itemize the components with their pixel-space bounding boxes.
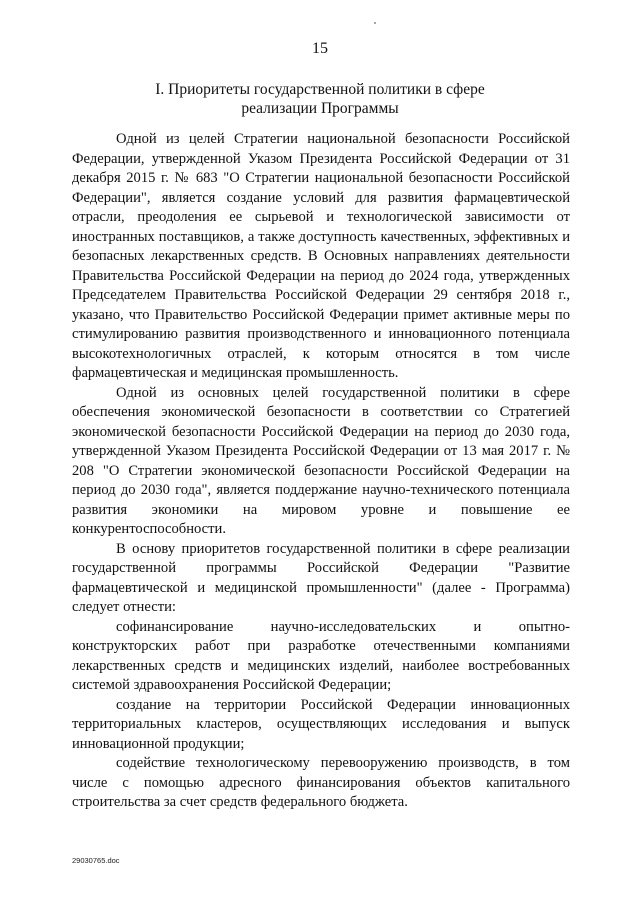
page-number: 15 — [312, 40, 328, 57]
section-heading-line-2: реализации Программы — [241, 100, 399, 117]
section-heading — [90, 80, 550, 118]
paragraph: содействие технологическому перевооружению производств, в том числе с помощью адресного финансирования объектов капитального строительства за счет средств федерального бюджета. — [72, 755, 570, 810]
paragraph: Одной из основных целей государственной политики в сфере обеспечения экономической безопасности в соответствии со Стратегией экономической безопасности Российской Федерации на период до 2030 года, утвержденной Указом Президента Российской Федерации от 13 мая 2017 г. № 208 "О Стратегии экономической безопасности Российской Федерации на период до 2030 года", является поддержание научно-технического потенциала развития экономики на мировом уровне и повышение ее конкурентоспособности. — [72, 384, 570, 537]
paragraph: В основу приоритетов государственной политики в сфере реализации государственной программы Российской Федерации "Развитие фармацевтической и медицинской промышленности" (далее - Программа) следует отнести: — [72, 540, 570, 615]
paragraph: софинансирование научно-исследовательских и опытно-конструкторских работ при разработке отечественными компаниями лекарственных средств и медицинских изделий, наиболее востребованных системой здравоохранения Российской Федерации; — [72, 618, 570, 693]
document-body — [72, 130, 570, 813]
document-file-code: 29030765.doc — [72, 856, 120, 865]
scan-dot — [374, 22, 376, 24]
section-heading-line-1: I. Приоритеты государственной политики в сфере — [155, 81, 485, 98]
paragraph: создание на территории Российской Федерации инновационных территориальных кластеров, осуществляющих исследования и выпуск инновационной продукции; — [72, 696, 570, 752]
paragraph: Одной из целей Стратегии национальной безопасности Российской Федерации, утвержденной Указом Президента Российской Федерации от 31 декабря 2015 г. № 683 "О Стратегии национальной безопасности Российской Федерации", является создание условий для развития фармацевтической отрасли, преодоления ее сырьевой и технологической зависимости от иностранных поставщиков, а также доступность качественных, эффективных и безопасных лекарственных средств. В Основных направлениях деятельности Правительства Российской Федерации на период до 2024 года, утвержденных Председателем Правительства Российской Федерации 29 сентября 2018 г., указано, что Правительство Российской Федерации примет активные меры по стимулированию развития производственного и инновационного потенциала высокотехнологичных отраслей, к которым относятся в том числе фармацевтическая и медицинская промышленность. — [72, 131, 570, 381]
